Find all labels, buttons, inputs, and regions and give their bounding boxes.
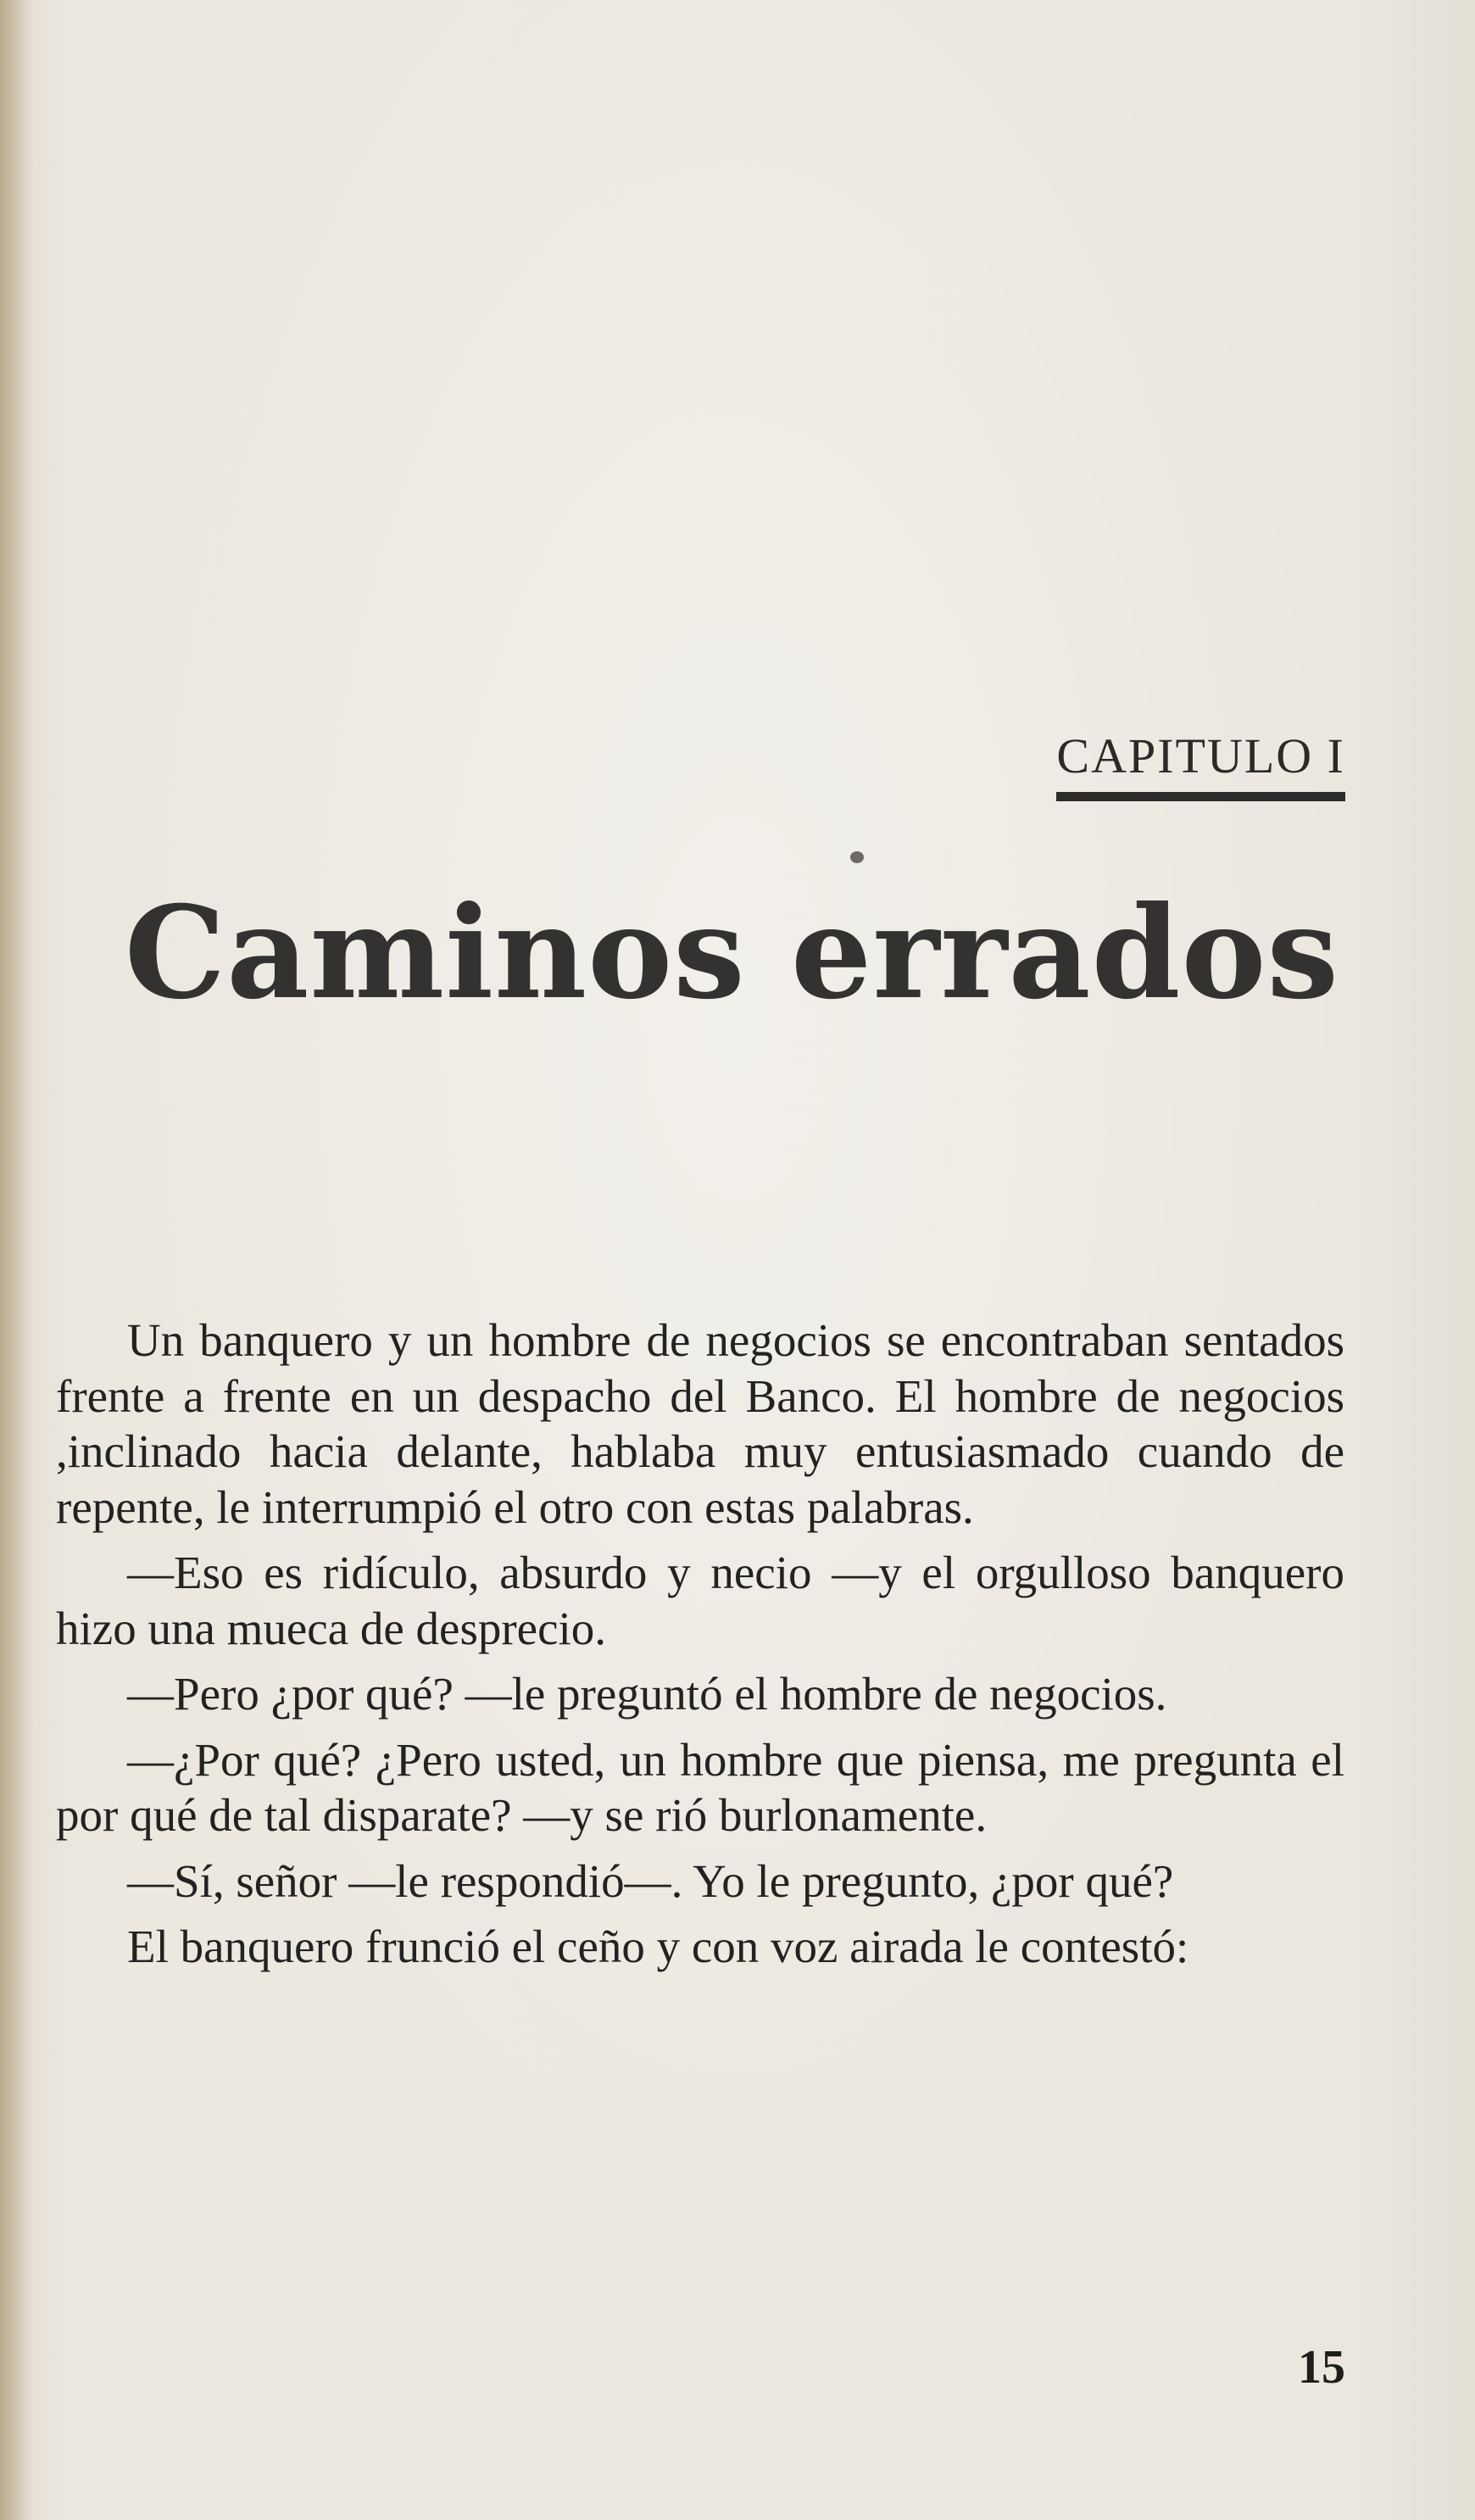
paragraph: —Pero ¿por qué? —le preguntó el hombre de negocios. — [127, 1668, 1167, 1720]
paragraph: Un banquero y un hombre de negocios se encontraban sentados frente a frente en un despacho del Banco. El hombre de negocios ,inclinado hacia delante, hablaba muy entusiasmado cuando de repente, le interrumpió el otro con estas palabras. — [56, 1314, 1344, 1533]
paragraph: —Sí, señor —le respondió—. Yo le pregunto, ¿por qué? — [127, 1854, 1174, 1907]
chapter-title: Caminos errados — [124, 878, 1339, 1028]
page-number: 15 — [1298, 2341, 1345, 2394]
page-spine-shadow — [0, 0, 34, 2520]
body-text — [56, 1313, 1344, 1985]
paragraph: —Eso es ridículo, absurdo y necio —y el orgulloso banquero hizo una mueca de desprecio. — [56, 1547, 1344, 1654]
ink-speck — [850, 851, 864, 863]
paragraph: —¿Por qué? ¿Pero usted, un hombre que piensa, me pregunta el por qué de tal disparate? —y se rió burlonamente. — [56, 1733, 1344, 1841]
chapter-label: CAPITULO I — [1056, 729, 1345, 801]
paragraph: El banquero frunció el ceño y con voz airada le contestó: — [127, 1921, 1189, 1972]
